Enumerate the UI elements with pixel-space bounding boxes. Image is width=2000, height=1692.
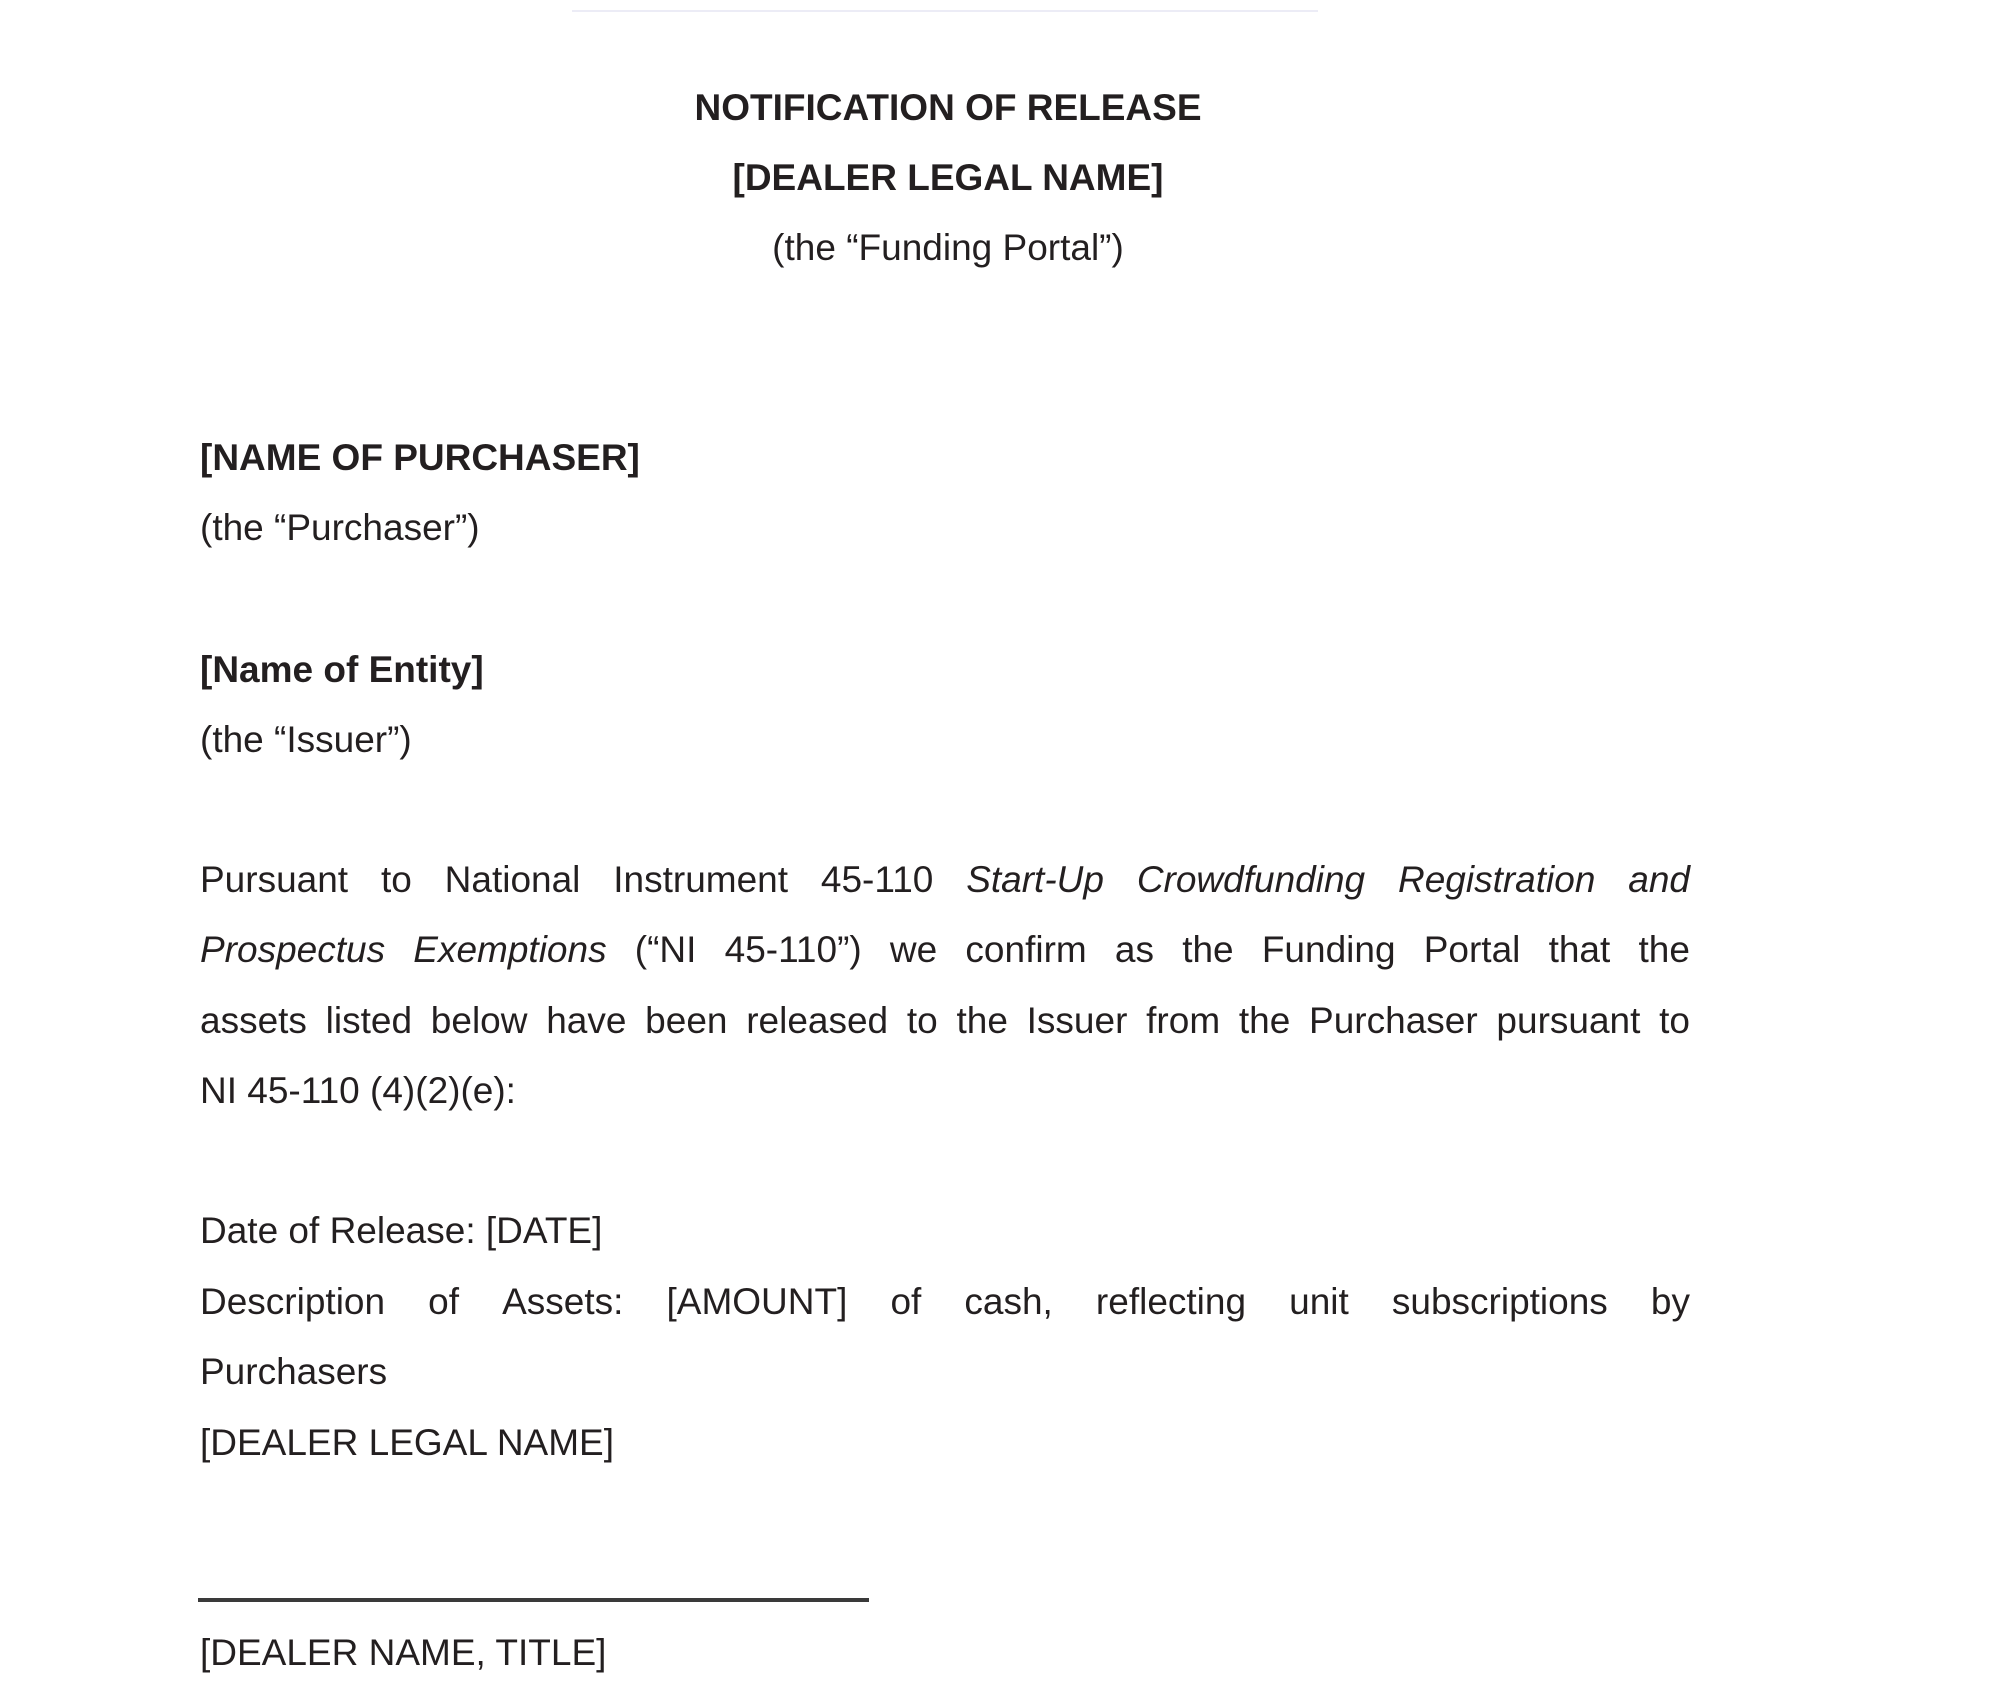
word: (“NI	[634, 929, 697, 970]
word: National	[444, 859, 581, 900]
funding-portal-alias: (the “Funding Portal”)	[772, 227, 1124, 268]
word: Funding	[1261, 929, 1396, 970]
purchaser-alias: (the “Purchaser”)	[200, 507, 480, 548]
dealer-legal-name-footer: [DEALER LEGAL NAME]	[200, 1422, 614, 1463]
word: subscriptions	[1391, 1281, 1608, 1322]
word: unit	[1289, 1281, 1349, 1322]
word: we	[889, 929, 938, 970]
signature-line	[198, 1598, 869, 1602]
instrument-title-word: Prospectus	[200, 929, 386, 970]
document-title: NOTIFICATION OF RELEASE	[694, 87, 1202, 128]
dealer-name-title: [DEALER NAME, TITLE]	[200, 1632, 607, 1673]
word: reflecting	[1095, 1281, 1247, 1322]
word: Portal	[1423, 929, 1521, 970]
word: that	[1548, 929, 1611, 970]
issuer-alias: (the “Issuer”)	[200, 719, 412, 760]
top-divider	[572, 10, 1318, 12]
word: by	[1650, 1281, 1690, 1322]
instrument-title-word: Start-Up	[966, 859, 1104, 900]
instrument-title-word: and	[1628, 859, 1690, 900]
instrument-title-word: Registration	[1397, 859, 1596, 900]
purchaser-name: [NAME OF PURCHASER]	[200, 437, 640, 478]
word: Instrument	[613, 859, 789, 900]
description-continued: Purchasers	[200, 1351, 388, 1392]
body-line-2	[200, 928, 1690, 972]
word: 45-110	[820, 859, 934, 900]
word: Assets:	[502, 1281, 624, 1322]
word: 45-110”)	[724, 929, 862, 970]
body-line-4: NI 45-110 (4)(2)(e):	[200, 1070, 516, 1111]
date-of-release: Date of Release: [DATE]	[200, 1210, 603, 1251]
description-of-assets	[200, 1280, 1690, 1324]
instrument-title-word: Exemptions	[413, 929, 607, 970]
word: [AMOUNT]	[666, 1281, 848, 1322]
word: Pursuant	[200, 859, 349, 900]
issuer-name: [Name of Entity]	[200, 649, 484, 690]
word: the	[1182, 929, 1234, 970]
word: of	[428, 1281, 460, 1322]
body-line-1	[200, 858, 1690, 902]
word: confirm	[965, 929, 1087, 970]
dealer-legal-name-heading: [DEALER LEGAL NAME]	[732, 157, 1164, 198]
instrument-title-word: Crowdfunding	[1136, 859, 1366, 900]
word: to	[380, 859, 412, 900]
word: cash,	[964, 1281, 1053, 1322]
body-line-3: assets listed below have been released to the Issuer from the Purchaser pursuant to	[200, 1000, 1690, 1041]
word: of	[890, 1281, 922, 1322]
word: as	[1114, 929, 1154, 970]
word: Description	[200, 1281, 386, 1322]
word: the	[1638, 929, 1690, 970]
